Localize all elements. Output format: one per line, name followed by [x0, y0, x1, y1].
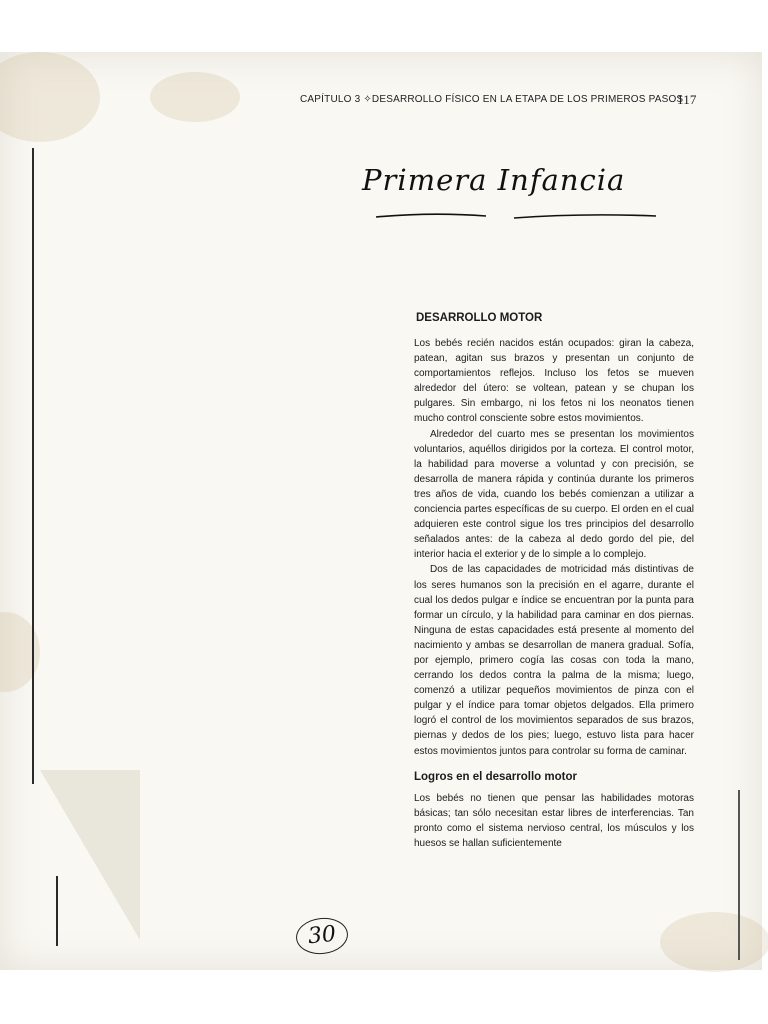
paper-stain — [0, 52, 100, 142]
paper-stain — [150, 72, 240, 122]
section-heading: DESARROLLO MOTOR — [416, 312, 543, 324]
paragraph: Los bebés no tienen que pensar las habilidades motoras básicas; tan sólo necesitan estar libres de interferencias. Tan pronto como el sistema nervioso central, los músculos y los huesos se hallan suficientemente — [414, 792, 694, 849]
paper-stain — [0, 612, 40, 692]
paper-stain — [660, 912, 768, 972]
subsection-heading: Logros en el desarrollo motor — [414, 770, 577, 783]
paragraph: Dos de las capacidades de motricidad más distintivas de los seres humanos son la precisión en el agarre, durante el cual los dedos pulgar e índice se encuentran por la punta para formar un círculo, y la habilidad para caminar en dos piernas. Ninguna de estas capacidades está presente al momento del nacimiento y ambas se desarrollan de manera gradual. Sofía, por ejemplo, primero cogía las cosas con toda la mano, cerrando los dedos contra la palma de la misma; luego, comenzó a utilizar pequeños movimientos de pinza con el pulgar y el índice para tomar objetos delgados. Ella primero logró el control de los movimientos separados de sus brazos, piernas y dedos de los pies; luego, estuvo lista para hacer estos movimientos juntos para controlar su forma de caminar. — [414, 564, 694, 757]
running-header — [300, 94, 700, 105]
paragraph: Los bebés recién nacidos están ocupados: giran la cabeza, patean, agitan sus brazos y presentan un conjunto de comportamientos reflejos. Incluso los fetos se mueven alrededor del útero: se voltean, patean y se chupan los pulgares. Sin embargo, ni los fetos ni los neonatos tienen mucho control consciente sobre estos movimientos. — [414, 338, 694, 425]
chapter-title: CAPÍTULO 3 ✧DESARROLLO FÍSICO EN LA ETAPA DE LOS PRIMEROS PASOS — [300, 94, 684, 105]
page-margin-line — [32, 148, 34, 784]
header-page-number: 117 — [677, 92, 697, 107]
article-section — [414, 312, 694, 851]
handwritten-underline — [372, 207, 662, 227]
circled-page-number: 30 — [294, 915, 349, 956]
folded-corner — [40, 770, 140, 940]
paragraph: Alrededor del cuarto mes se presentan los movimientos voluntarios, aquéllos dirigidos por la corteza. El control motor, la habilidad para moverse a voluntad y con precisión, se desarrolla de manera rápida y continúa durante los primeros tres años de vida, cuando los bebés comienzan a utilizar a conciencia partes específicas de su cuerpo. El orden en el cual adquieren este control sigue los tres principios del desarrollo señalados antes: de la cabeza al dedo gordo del pie, del interior hacia el exterior y de lo simple a lo complejo. — [414, 428, 694, 561]
page-margin-line — [738, 790, 740, 960]
handwritten-title: Primera Infancia — [362, 163, 626, 197]
